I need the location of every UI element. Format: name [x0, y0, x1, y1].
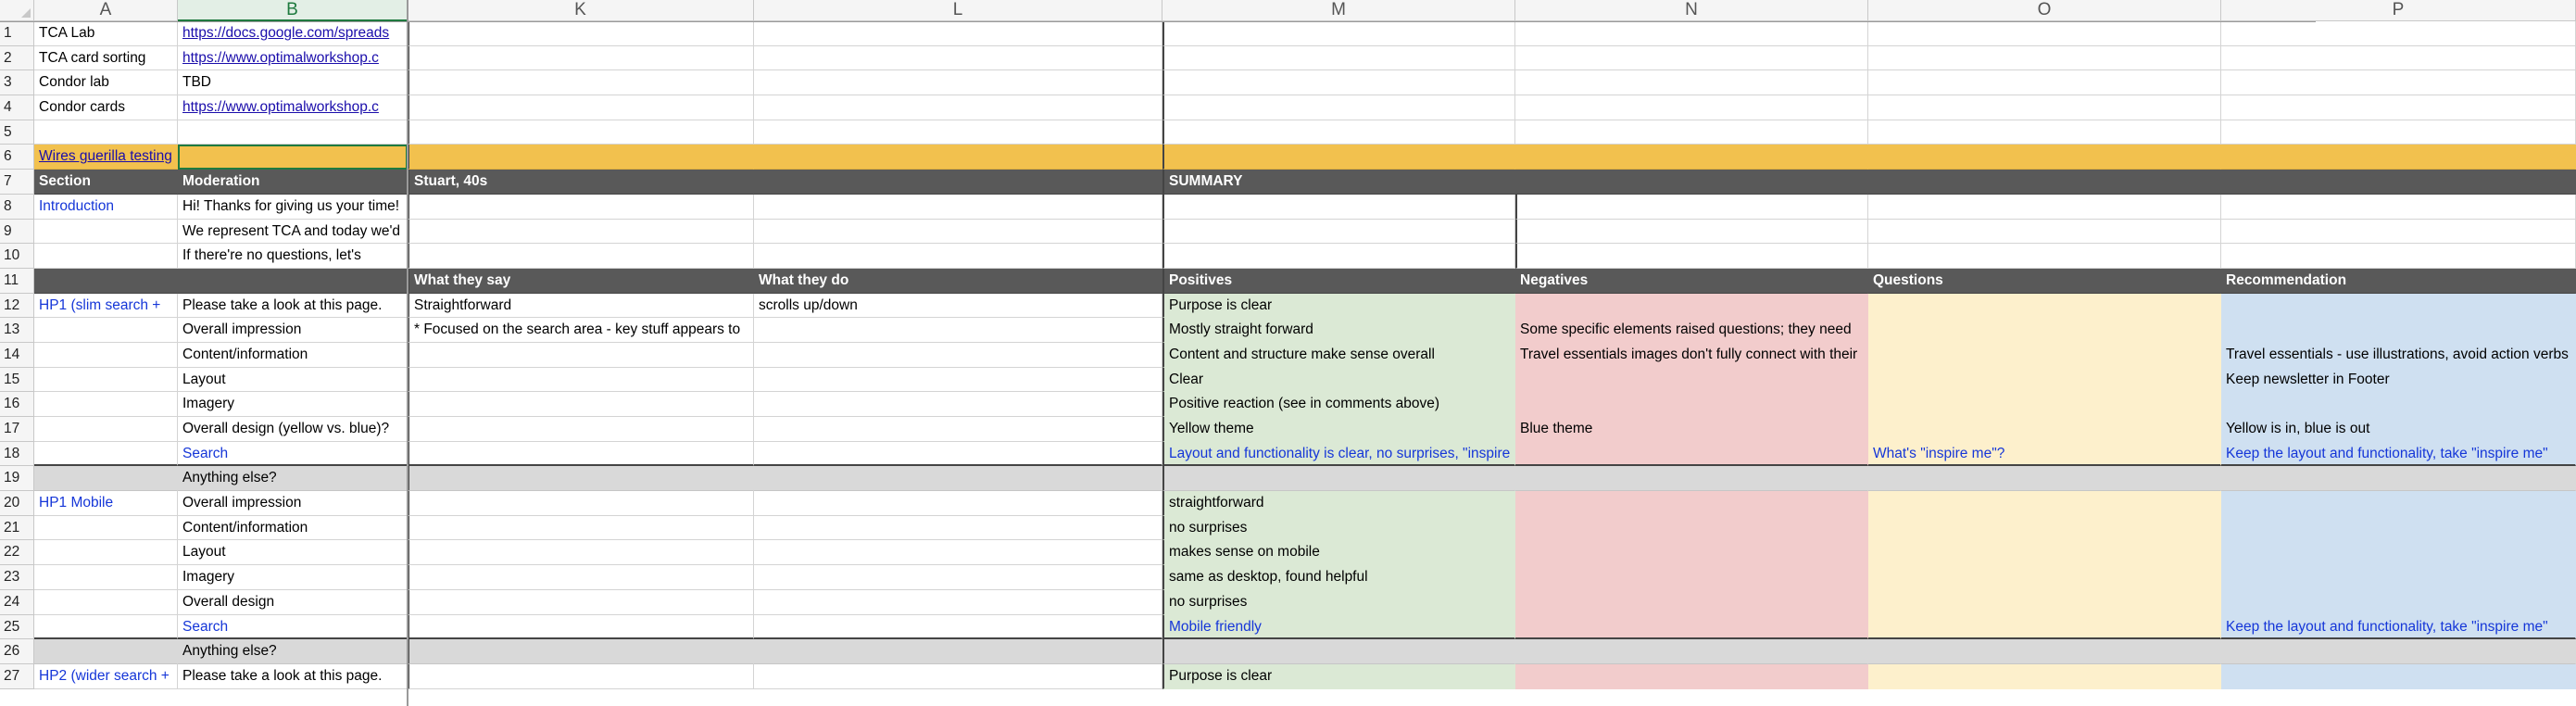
cell-a4[interactable]: Condor cards	[34, 95, 178, 120]
header-divider	[0, 21, 2316, 22]
frozen-column-divider	[407, 0, 408, 706]
cell-o1[interactable]	[1868, 21, 2221, 46]
cell-o26[interactable]	[1868, 639, 2221, 664]
cell-k13[interactable]: * Focused on the search area - key stuff appears to	[408, 318, 754, 343]
cell-p14[interactable]: Travel essentials - use illustrations, avoid action verbs	[2221, 343, 2576, 368]
cell-k2[interactable]	[408, 46, 754, 71]
cell-a25[interactable]	[34, 615, 178, 640]
cell-b8[interactable]: Hi! Thanks for giving us your time!	[178, 195, 408, 220]
cell-m13[interactable]: Mostly straight forward	[1162, 318, 1515, 343]
row-header-23[interactable]: 23	[0, 565, 34, 590]
cell-n3[interactable]	[1515, 70, 1868, 95]
cell-k3[interactable]	[408, 70, 754, 95]
row-header-19[interactable]: 19	[0, 466, 34, 491]
cell-o12[interactable]	[1868, 294, 2221, 319]
cell-l25[interactable]	[754, 615, 1162, 640]
cell-a23[interactable]	[34, 565, 178, 590]
cell-m9[interactable]	[1162, 220, 1515, 245]
cell-m3[interactable]	[1162, 70, 1515, 95]
cell-b17[interactable]: Overall design (yellow vs. blue)?	[178, 417, 408, 442]
cell-m27[interactable]: Purpose is clear	[1162, 664, 1515, 689]
cell-o4[interactable]	[1868, 95, 2221, 120]
cell-l6[interactable]	[754, 145, 1162, 170]
cell-m11[interactable]: Positives	[1162, 269, 1515, 294]
cell-k10[interactable]	[408, 244, 754, 269]
select-all-corner[interactable]	[0, 0, 34, 21]
cell-m10[interactable]	[1162, 244, 1515, 269]
cell-o20[interactable]	[1868, 491, 2221, 516]
cell-n18[interactable]	[1515, 442, 1868, 467]
row-header-3[interactable]: 3	[0, 70, 34, 95]
cell-p25[interactable]: Keep the layout and functionality, take "inspire me"	[2221, 615, 2576, 640]
column-header-a[interactable]: A	[34, 0, 178, 21]
cell-n21[interactable]	[1515, 516, 1868, 541]
cell-l7[interactable]	[754, 170, 1162, 195]
cell-a14[interactable]	[34, 343, 178, 368]
row-header-4[interactable]: 4	[0, 95, 34, 120]
cell-m17[interactable]: Yellow theme	[1162, 417, 1515, 442]
cell-o10[interactable]	[1868, 244, 2221, 269]
column-header-k[interactable]: K	[408, 0, 754, 21]
cell-b16[interactable]: Imagery	[178, 392, 408, 417]
cell-k25[interactable]	[408, 615, 754, 640]
cell-b22[interactable]: Layout	[178, 540, 408, 565]
cell-o2[interactable]	[1868, 46, 2221, 71]
row-header-17[interactable]: 17	[0, 417, 34, 442]
cell-b19[interactable]: Anything else?	[178, 466, 408, 491]
cell-o13[interactable]	[1868, 318, 2221, 343]
cell-l4[interactable]	[754, 95, 1162, 120]
cell-p6[interactable]	[2221, 145, 2576, 170]
row-header-10[interactable]: 10	[0, 244, 34, 269]
row-header-6[interactable]: 6	[0, 145, 34, 170]
cell-m8[interactable]	[1162, 195, 1515, 220]
cell-p19[interactable]	[2221, 466, 2576, 491]
cell-a24[interactable]	[34, 590, 178, 615]
cell-k23[interactable]	[408, 565, 754, 590]
cell-p22[interactable]	[2221, 540, 2576, 565]
row-header-20[interactable]: 20	[0, 491, 34, 516]
cell-k26[interactable]	[408, 639, 754, 664]
cell-b24[interactable]: Overall design	[178, 590, 408, 615]
cell-p5[interactable]	[2221, 120, 2576, 145]
cell-k21[interactable]	[408, 516, 754, 541]
cell-b23[interactable]: Imagery	[178, 565, 408, 590]
cell-k16[interactable]	[408, 392, 754, 417]
row-header-8[interactable]: 8	[0, 195, 34, 220]
cell-m7[interactable]: SUMMARY	[1162, 170, 1515, 195]
cell-k20[interactable]	[408, 491, 754, 516]
cell-o17[interactable]	[1868, 417, 2221, 442]
cell-a11[interactable]	[34, 269, 178, 294]
cell-k8[interactable]	[408, 195, 754, 220]
cell-p4[interactable]	[2221, 95, 2576, 120]
cell-a13[interactable]	[34, 318, 178, 343]
cell-m24[interactable]: no surprises	[1162, 590, 1515, 615]
cell-k17[interactable]	[408, 417, 754, 442]
cell-a26[interactable]	[34, 639, 178, 664]
cell-a17[interactable]	[34, 417, 178, 442]
cell-a1[interactable]: TCA Lab	[34, 21, 178, 46]
cell-m4[interactable]	[1162, 95, 1515, 120]
cell-p8[interactable]	[2221, 195, 2576, 220]
cell-n4[interactable]	[1515, 95, 1868, 120]
cell-p7[interactable]	[2221, 170, 2576, 195]
cell-m26[interactable]	[1162, 639, 1515, 664]
cell-m2[interactable]	[1162, 46, 1515, 71]
cell-o14[interactable]	[1868, 343, 2221, 368]
cell-l8[interactable]	[754, 195, 1162, 220]
cell-m16[interactable]: Positive reaction (see in comments above)	[1162, 392, 1515, 417]
cell-n22[interactable]	[1515, 540, 1868, 565]
cell-b9[interactable]: We represent TCA and today we'd	[178, 220, 408, 245]
cell-a2[interactable]: TCA card sorting	[34, 46, 178, 71]
cell-n2[interactable]	[1515, 46, 1868, 71]
cell-o7[interactable]	[1868, 170, 2221, 195]
cell-k14[interactable]	[408, 343, 754, 368]
cell-l1[interactable]	[754, 21, 1162, 46]
cell-b18[interactable]: Search	[178, 442, 408, 467]
cell-n11[interactable]: Negatives	[1515, 269, 1868, 294]
cell-l23[interactable]	[754, 565, 1162, 590]
cell-l21[interactable]	[754, 516, 1162, 541]
cell-k15[interactable]	[408, 368, 754, 393]
cell-b12[interactable]: Please take a look at this page.	[178, 294, 408, 319]
cell-p20[interactable]	[2221, 491, 2576, 516]
cell-a10[interactable]	[34, 244, 178, 269]
cell-o23[interactable]	[1868, 565, 2221, 590]
cell-a5[interactable]	[34, 120, 178, 145]
cell-n12[interactable]	[1515, 294, 1868, 319]
cell-l5[interactable]	[754, 120, 1162, 145]
cell-o27[interactable]	[1868, 664, 2221, 689]
cell-n5[interactable]	[1515, 120, 1868, 145]
cell-p17[interactable]: Yellow is in, blue is out	[2221, 417, 2576, 442]
cell-m25[interactable]: Mobile friendly	[1162, 615, 1515, 640]
cell-b2[interactable]: https://www.optimalworkshop.c	[178, 46, 408, 71]
cell-l13[interactable]	[754, 318, 1162, 343]
cell-m23[interactable]: same as desktop, found helpful	[1162, 565, 1515, 590]
cell-p15[interactable]: Keep newsletter in Footer	[2221, 368, 2576, 393]
cell-n14[interactable]: Travel essentials images don't fully connect with their	[1515, 343, 1868, 368]
cell-n20[interactable]	[1515, 491, 1868, 516]
cell-k7[interactable]: Stuart, 40s	[408, 170, 754, 195]
cell-b15[interactable]: Layout	[178, 368, 408, 393]
row-header-21[interactable]: 21	[0, 516, 34, 541]
cell-m18[interactable]: Layout and functionality is clear, no surprises, "inspire	[1162, 442, 1515, 467]
column-header-m[interactable]: M	[1162, 0, 1515, 21]
cell-n6[interactable]	[1515, 145, 1868, 170]
cell-m5[interactable]	[1162, 120, 1515, 145]
row-header-2[interactable]: 2	[0, 46, 34, 71]
cell-l3[interactable]	[754, 70, 1162, 95]
cell-p11[interactable]: Recommendation	[2221, 269, 2576, 294]
cell-k18[interactable]	[408, 442, 754, 467]
cell-a8[interactable]: Introduction	[34, 195, 178, 220]
cell-k27[interactable]	[408, 664, 754, 689]
column-header-l[interactable]: L	[754, 0, 1162, 21]
cell-a9[interactable]	[34, 220, 178, 245]
cell-o6[interactable]	[1868, 145, 2221, 170]
cell-m20[interactable]: straightforward	[1162, 491, 1515, 516]
cell-o25[interactable]	[1868, 615, 2221, 640]
cell-p10[interactable]	[2221, 244, 2576, 269]
cell-a27[interactable]: HP2 (wider search +	[34, 664, 178, 689]
row-header-12[interactable]: 12	[0, 294, 34, 319]
cell-m12[interactable]: Purpose is clear	[1162, 294, 1515, 319]
cell-b25[interactable]: Search	[178, 615, 408, 640]
cell-a3[interactable]: Condor lab	[34, 70, 178, 95]
row-header-5[interactable]: 5	[0, 120, 34, 145]
cell-n24[interactable]	[1515, 590, 1868, 615]
cell-l27[interactable]	[754, 664, 1162, 689]
cell-o9[interactable]	[1868, 220, 2221, 245]
cell-l9[interactable]	[754, 220, 1162, 245]
cell-p18[interactable]: Keep the layout and functionality, take "inspire me"	[2221, 442, 2576, 467]
cell-b21[interactable]: Content/information	[178, 516, 408, 541]
cell-l2[interactable]	[754, 46, 1162, 71]
cell-l16[interactable]	[754, 392, 1162, 417]
cell-o21[interactable]	[1868, 516, 2221, 541]
row-header-7[interactable]: 7	[0, 170, 34, 195]
cell-m22[interactable]: makes sense on mobile	[1162, 540, 1515, 565]
row-header-27[interactable]: 27	[0, 664, 34, 689]
cell-m21[interactable]: no surprises	[1162, 516, 1515, 541]
cell-o3[interactable]	[1868, 70, 2221, 95]
row-header-25[interactable]: 25	[0, 615, 34, 640]
row-header-24[interactable]: 24	[0, 590, 34, 615]
cell-n27[interactable]	[1515, 664, 1868, 689]
row-header-14[interactable]: 14	[0, 343, 34, 368]
cell-a18[interactable]	[34, 442, 178, 467]
row-header-13[interactable]: 13	[0, 318, 34, 343]
cell-l20[interactable]	[754, 491, 1162, 516]
cell-l19[interactable]	[754, 466, 1162, 491]
cell-a16[interactable]	[34, 392, 178, 417]
cell-b20[interactable]: Overall impression	[178, 491, 408, 516]
row-header-22[interactable]: 22	[0, 540, 34, 565]
cell-p27[interactable]	[2221, 664, 2576, 689]
cell-n16[interactable]	[1515, 392, 1868, 417]
cell-k11[interactable]: What they say	[408, 269, 754, 294]
cell-k24[interactable]	[408, 590, 754, 615]
cell-k9[interactable]	[408, 220, 754, 245]
cell-l12[interactable]: scrolls up/down	[754, 294, 1162, 319]
cell-o19[interactable]	[1868, 466, 2221, 491]
cell-n9[interactable]	[1515, 220, 1868, 245]
row-header-11[interactable]: 11	[0, 269, 34, 294]
cell-n25[interactable]	[1515, 615, 1868, 640]
cell-b27[interactable]: Please take a look at this page.	[178, 664, 408, 689]
cell-m6[interactable]	[1162, 145, 1515, 170]
cell-o15[interactable]	[1868, 368, 2221, 393]
cell-p9[interactable]	[2221, 220, 2576, 245]
cell-n8[interactable]	[1515, 195, 1868, 220]
cell-k4[interactable]	[408, 95, 754, 120]
cell-n10[interactable]	[1515, 244, 1868, 269]
cell-b13[interactable]: Overall impression	[178, 318, 408, 343]
cell-n17[interactable]: Blue theme	[1515, 417, 1868, 442]
cell-n23[interactable]	[1515, 565, 1868, 590]
cell-k22[interactable]	[408, 540, 754, 565]
cell-p26[interactable]	[2221, 639, 2576, 664]
cell-b11[interactable]	[178, 269, 408, 294]
column-header-p[interactable]: P	[2221, 0, 2576, 21]
cell-a20[interactable]: HP1 Mobile	[34, 491, 178, 516]
cell-n19[interactable]	[1515, 466, 1868, 491]
cell-o22[interactable]	[1868, 540, 2221, 565]
cell-l24[interactable]	[754, 590, 1162, 615]
cell-p13[interactable]	[2221, 318, 2576, 343]
cell-b10[interactable]: If there're no questions, let's	[178, 244, 408, 269]
cell-b6[interactable]	[178, 145, 408, 170]
cell-p21[interactable]	[2221, 516, 2576, 541]
cell-o18[interactable]: What's "inspire me"?	[1868, 442, 2221, 467]
cell-a21[interactable]	[34, 516, 178, 541]
cell-k6[interactable]	[408, 145, 754, 170]
cell-o8[interactable]	[1868, 195, 2221, 220]
cell-b3[interactable]: TBD	[178, 70, 408, 95]
cell-a6[interactable]: Wires guerilla testing	[34, 145, 178, 170]
cell-a12[interactable]: HP1 (slim search +	[34, 294, 178, 319]
cell-a15[interactable]	[34, 368, 178, 393]
cell-b1[interactable]: https://docs.google.com/spreads	[178, 21, 408, 46]
cell-n15[interactable]	[1515, 368, 1868, 393]
cell-p12[interactable]	[2221, 294, 2576, 319]
cell-m15[interactable]: Clear	[1162, 368, 1515, 393]
cell-l26[interactable]	[754, 639, 1162, 664]
cell-p23[interactable]	[2221, 565, 2576, 590]
row-header-1[interactable]: 1	[0, 21, 34, 46]
cell-m19[interactable]	[1162, 466, 1515, 491]
cell-a22[interactable]	[34, 540, 178, 565]
cell-k19[interactable]	[408, 466, 754, 491]
cell-n13[interactable]: Some specific elements raised questions; they need	[1515, 318, 1868, 343]
cell-p3[interactable]	[2221, 70, 2576, 95]
row-header-18[interactable]: 18	[0, 442, 34, 467]
cell-k12[interactable]: Straightforward	[408, 294, 754, 319]
cell-o11[interactable]: Questions	[1868, 269, 2221, 294]
cell-m1[interactable]	[1162, 21, 1515, 46]
row-header-26[interactable]: 26	[0, 639, 34, 664]
row-header-9[interactable]: 9	[0, 220, 34, 245]
cell-b14[interactable]: Content/information	[178, 343, 408, 368]
cell-o24[interactable]	[1868, 590, 2221, 615]
cell-l10[interactable]	[754, 244, 1162, 269]
row-header-15[interactable]: 15	[0, 368, 34, 393]
column-header-b[interactable]: B	[178, 0, 408, 21]
cell-o5[interactable]	[1868, 120, 2221, 145]
cell-p1[interactable]	[2221, 21, 2576, 46]
cell-n7[interactable]	[1515, 170, 1868, 195]
cell-b26[interactable]: Anything else?	[178, 639, 408, 664]
cell-l15[interactable]	[754, 368, 1162, 393]
cell-n26[interactable]	[1515, 639, 1868, 664]
cell-o16[interactable]	[1868, 392, 2221, 417]
cell-a19[interactable]	[34, 466, 178, 491]
cell-b4[interactable]: https://www.optimalworkshop.c	[178, 95, 408, 120]
cell-b7[interactable]: Moderation	[178, 170, 408, 195]
cell-b5[interactable]	[178, 120, 408, 145]
cell-p24[interactable]	[2221, 590, 2576, 615]
cell-m14[interactable]: Content and structure make sense overall	[1162, 343, 1515, 368]
cell-l11[interactable]: What they do	[754, 269, 1162, 294]
column-header-n[interactable]: N	[1515, 0, 1868, 21]
cell-k1[interactable]	[408, 21, 754, 46]
cell-l14[interactable]	[754, 343, 1162, 368]
cell-a7[interactable]: Section	[34, 170, 178, 195]
cell-l18[interactable]	[754, 442, 1162, 467]
cell-p16[interactable]	[2221, 392, 2576, 417]
cell-k5[interactable]	[408, 120, 754, 145]
cell-l22[interactable]	[754, 540, 1162, 565]
row-header-16[interactable]: 16	[0, 392, 34, 417]
cell-l17[interactable]	[754, 417, 1162, 442]
column-header-o[interactable]: O	[1868, 0, 2221, 21]
cell-p2[interactable]	[2221, 46, 2576, 71]
cell-n1[interactable]	[1515, 21, 1868, 46]
